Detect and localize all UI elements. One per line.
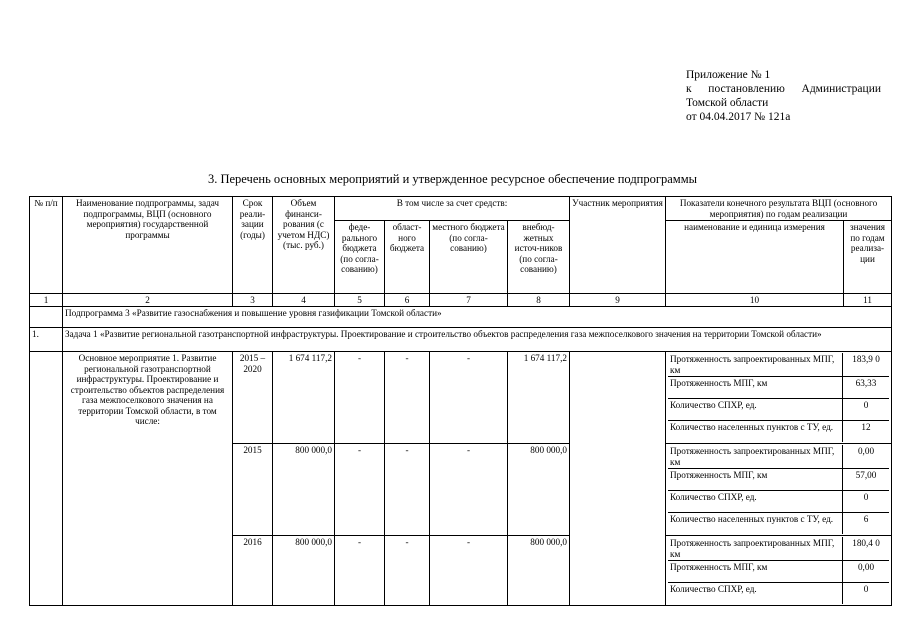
row-federal: - [335,352,385,444]
indicator-name: Количество СПХР, ед. [668,399,843,421]
col-number: 2 [63,294,233,307]
indicator-value: 180,4 0 [843,537,890,561]
row-local: - [430,352,508,444]
indicator-value: 0 [843,583,890,605]
indicator-value: 0,00 [843,445,890,469]
row-offbudget: 800 000,0 [508,536,570,606]
document-title: 3. Перечень основных мероприятий и утвержденное ресурсное обеспечение подпрограммы [207,172,698,186]
header-including: В том числе за счет средств: [335,197,570,221]
appendix-line-4: от 04.04.2017 № 121а [686,111,791,123]
row-participant [570,352,666,606]
col-number: 8 [508,294,570,307]
main-event-name: Основное мероприятие 1. Развитие региональной газотранспортной инфраструктуры. Проектирование и строительство объектов распределения газа межпоселкового значения на территории Томской области, в том числе: [63,352,233,606]
row-federal: - [335,444,385,536]
row-offbudget: 1 674 117,2 [508,352,570,444]
events-table [29,196,892,606]
table-row [30,352,892,444]
appendix-block [686,68,881,124]
col-number: 1 [30,294,63,307]
col-number: 7 [430,294,508,307]
task-number: 1. [30,328,63,352]
header-participant: Участник мероприятия [570,197,666,294]
indicator-name: Количество СПХР, ед. [668,491,843,513]
appendix-line-1: Приложение № 1 [686,69,771,81]
indicator-value: 12 [843,421,890,443]
row-local: - [430,536,508,606]
indicator-name: Протяженность МПГ, км [668,561,843,583]
indicator-value: 63,33 [843,377,890,399]
header-results: Показатели конечного результата ВЦП (основного мероприятия) по годам реализации [666,197,892,221]
appendix-line-2: к постановлению Администрации [686,83,881,95]
column-number-row [30,294,892,307]
col-number: 4 [273,294,335,307]
header-local: местного бюджета (по согла-сованию) [430,221,508,294]
col-number: 5 [335,294,385,307]
indicator-value: 0 [843,399,890,421]
indicator-value: 0 [843,491,890,513]
indicator-name: Протяженность запроектированных МПГ, км [668,445,843,469]
indicator-name: Протяженность запроектированных МПГ, км [668,353,843,377]
col-number: 11 [844,294,892,307]
header-indicator-value: значения по годам реализа-ции [844,221,892,294]
indicator-value: 6 [843,513,890,535]
indicator-name: Количество населенных пунктов с ТУ, ед. [670,422,834,432]
row-federal: - [335,536,385,606]
row-regional: - [385,536,430,606]
header-offbudget: внебюд-жетных источ-ников (по согла-сованию) [508,221,570,294]
indicator-name: Протяженность МПГ, км [668,377,843,399]
row-term: 2016 [233,536,273,606]
row-offbudget: 800 000,0 [508,444,570,536]
col-number: 9 [570,294,666,307]
indicator-value: 0,00 [843,561,890,583]
subprogram-row: Подпрограмма 3 «Развитие газоснабжения и повышение уровня газификации Томской области» [63,307,892,328]
indicator-name: Протяженность МПГ, км [668,469,843,491]
indicator-name: Протяженность запроектированных МПГ, км [668,537,843,561]
header-federal: феде-рального бюджета (по согла-сованию) [335,221,385,294]
row-term: 2015 – 2020 [233,352,273,444]
header-term: Срок реали-зации (годы) [233,197,273,294]
header-regional: област-ного бюджета [385,221,430,294]
col-number: 3 [233,294,273,307]
indicator-value: 57,00 [843,469,890,491]
header-volume: Объем финанси-рования (с учетом НДС) (тыс. руб.) [273,197,335,294]
col-number: 6 [385,294,430,307]
indicator-value: 183,9 0 [843,353,890,377]
indicator-name: Количество населенных пунктов с ТУ, ед. [670,514,834,524]
row-term: 2015 [233,444,273,536]
header-indicator-name: наименование и единица измерения [666,221,844,294]
row-regional: - [385,352,430,444]
row-volume: 800 000,0 [273,536,335,606]
row-volume: 1 674 117,2 [273,352,335,444]
appendix-line-3: Томской области [686,97,769,109]
row-regional: - [385,444,430,536]
header-num: № п/п [30,197,63,294]
row-volume: 800 000,0 [273,444,335,536]
task-row: Задача 1 «Развитие региональной газотранспортной инфраструктуры. Проектирование и строительство объектов распределения газа межпоселкового значения на территории Томской области» [63,328,892,352]
row-local: - [430,444,508,536]
header-name: Наименование подпрограммы, задач подпрограммы, ВЦП (основного мероприятия) государственной программы [63,197,233,294]
col-number: 10 [666,294,844,307]
indicator-name: Количество СПХР, ед. [670,584,757,594]
